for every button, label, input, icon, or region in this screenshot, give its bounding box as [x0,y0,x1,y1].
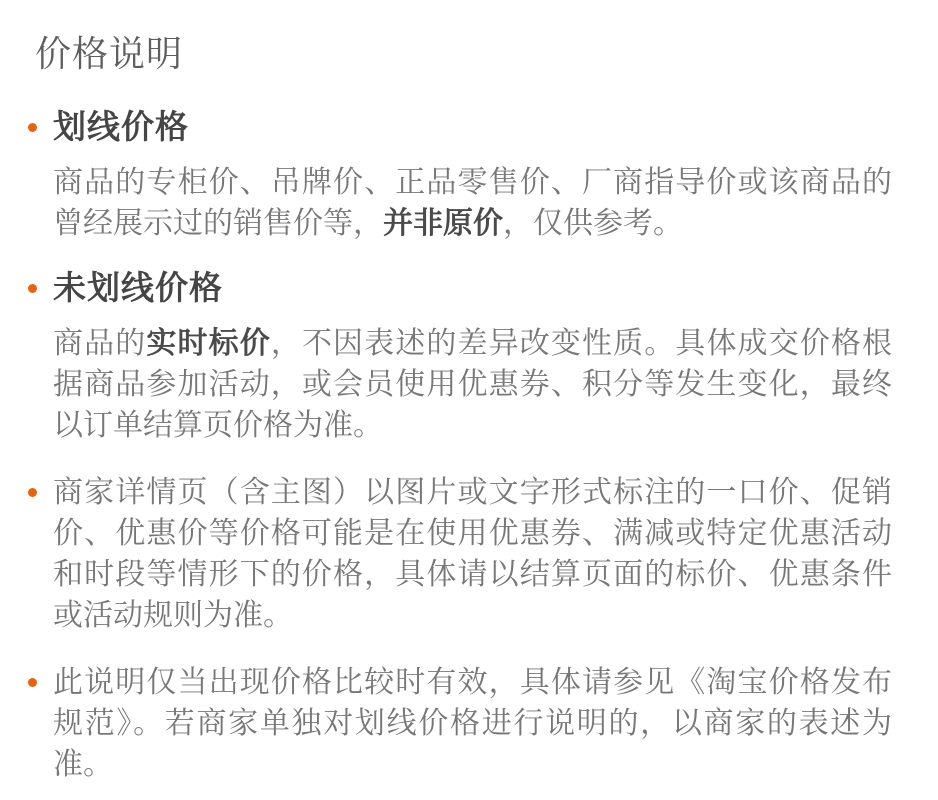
bullet-dot-icon [28,284,37,293]
section-body [53,323,892,446]
body-text-bold: 并非原价 [383,206,503,242]
section-heading [53,109,892,146]
body-text: ，不因表述的差异改变性质。具体成交价格根据商品参加活动，或会员使用优惠券、积分等发生变化，最终以订单结算页价格为准。 [53,326,893,444]
body-text: 商品的 [53,326,147,362]
section-strikethrough-price [53,109,892,244]
section-heading [53,270,892,307]
section-non-strikethrough-price [53,270,892,446]
section-validity-note [53,662,892,785]
section-heading-text: 划线价格 [53,107,189,147]
body-text: ，仅供参考。 [503,206,683,242]
body-text: 商品的专柜价、吊牌价、正品零售价、厂商指导价或该商品的曾经展示过的销售价等， [53,165,892,242]
body-text: 商家详情页（含主图）以图片或文字形式标注的一口价、促销价、优惠价等价格可能是在使用优惠券、满减或特定优惠活动和时段等情形下的价格，具体请以结算页面的标价、优惠条件或活动规则为准。 [53,475,892,634]
section-body [53,162,892,244]
bullet-dot-icon [28,488,37,497]
bullet-dot-icon [28,678,37,687]
section-body [53,472,892,636]
bullet-dot-icon [28,123,37,132]
section-heading-text: 未划线价格 [53,268,223,308]
body-text: 此说明仅当出现价格比较时有效，具体请参见《淘宝价格发布规范》。若商家单独对划线价格进行说明的，以商家的表述为准。 [53,665,892,783]
section-merchant-detail-page [53,472,892,636]
section-body [53,662,892,785]
page-title: 价格说明 [35,34,184,75]
body-text-bold: 实时标价 [146,326,271,362]
